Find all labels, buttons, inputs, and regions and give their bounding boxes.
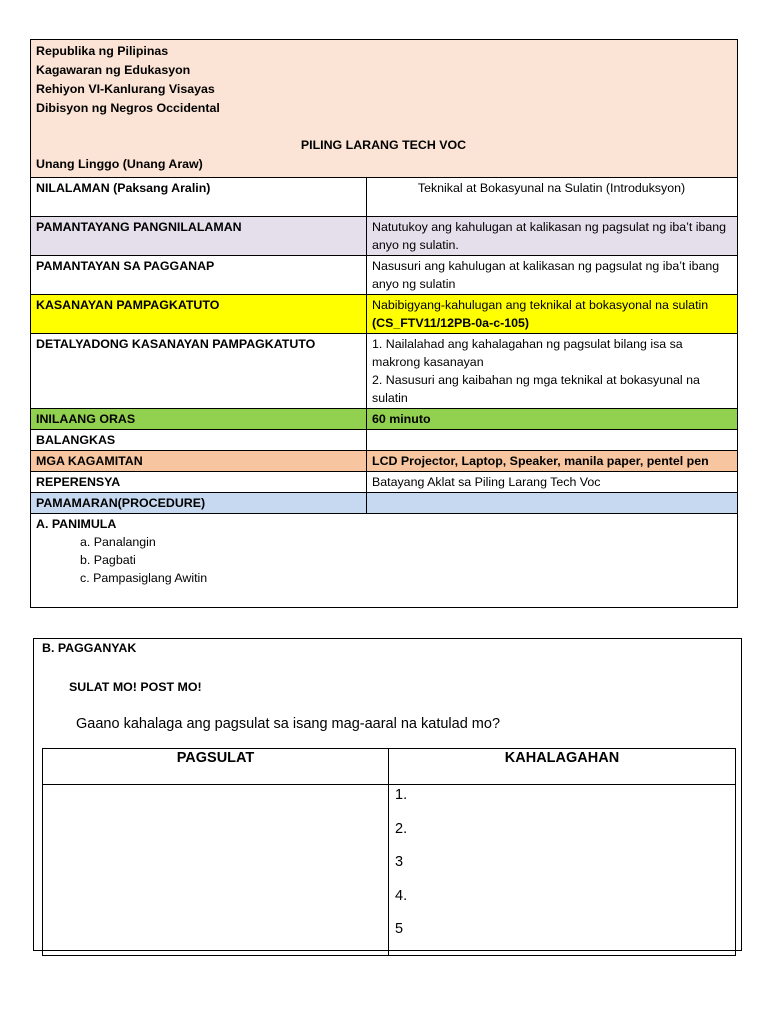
row-balangkas (31, 430, 738, 451)
value-nilalaman: Teknikal at Bokasyunal na Sulatin (Introduksyon) (367, 178, 738, 217)
week-text: Unang Linggo (Unang Araw) (36, 157, 203, 171)
list-number: 2. (395, 820, 408, 837)
detalyado-item-1: 1. Nailalahad ang kahalagahan ng pagsulat bilang isa sa makrong kasanayan (372, 337, 683, 369)
lesson-plan-table (30, 39, 738, 608)
dibisyon-text: Dibisyon ng Negros Occidental (36, 101, 220, 115)
subject-title: PILING LARANG TECH VOC (300, 138, 467, 152)
row-detalyado (31, 334, 738, 409)
label-pagganap: PAMANTAYAN SA PAGGANAP (31, 256, 367, 295)
panimula-item: c. Pampasiglang Awitin (80, 571, 208, 585)
header-row (31, 40, 738, 178)
pagsulat-table-row (43, 785, 736, 956)
kagawaran-text: Kagawaran ng Edukasyon (36, 63, 191, 77)
label-oras: INILAANG ORAS (31, 409, 367, 430)
value-reperensya: Batayang Aklat sa Piling Larang Tech Voc (367, 472, 738, 493)
pagganyak-question: Gaano kahalaga ang pagsulat sa isang mag-aaral na katulad mo? (76, 716, 501, 732)
row-oras (31, 409, 738, 430)
detalyado-item-2: 2. Nasusuri ang kaibahan ng mga teknikal at bokasyunal na sulatin (372, 373, 700, 405)
pagsulat-table-header (43, 749, 736, 785)
label-balangkas: BALANGKAS (31, 430, 367, 451)
label-pamamaran: PAMAMARAN(PROCEDURE) (31, 493, 367, 514)
value-kagamitan: LCD Projector, Laptop, Speaker, manila paper, pentel pen (367, 451, 738, 472)
panimula-item: b. Pagbati (80, 553, 136, 567)
label-kagamitan: MGA KAGAMITAN (31, 451, 367, 472)
lesson-plan (30, 39, 738, 608)
label-reperensya: REPERENSYA (31, 472, 367, 493)
value-detalyado (367, 334, 738, 409)
row-kagamitan (31, 451, 738, 472)
republika-text: Republika ng Pilipinas (36, 44, 169, 58)
pagsulat-table (42, 748, 736, 956)
kahalagahan-answer-cell[interactable] (389, 785, 736, 956)
row-nilalaman (31, 178, 738, 217)
row-pamamaran (31, 493, 738, 514)
value-balangkas (367, 430, 738, 451)
panimula-cell (31, 514, 738, 608)
pagsulat-answer-cell[interactable] (43, 785, 389, 956)
header-cell (31, 40, 738, 178)
pagganyak-title: B. PAGGANYAK (42, 641, 137, 655)
list-number: 1. (395, 787, 408, 803)
row-reperensya (31, 472, 738, 493)
col-kahalagahan-header: KAHALAGAHAN (389, 749, 736, 785)
row-pamantayang (31, 217, 738, 256)
col-pagsulat-header: PAGSULAT (43, 749, 389, 785)
value-pagganap: Nasusuri ang kahulugan at kalikasan ng pagsulat ng iba’t ibang anyo ng sulatin (367, 256, 738, 295)
row-kasanayan (31, 295, 738, 334)
list-number: 5 (395, 921, 404, 937)
panimula-title: A. PANIMULA (36, 517, 117, 531)
value-kasanayan (367, 295, 738, 334)
rehiyon-text: Rehiyon VI-Kanlurang Visayas (36, 82, 215, 96)
label-pamantayang: PAMANTAYANG PANGNILALAMAN (31, 217, 367, 256)
pagganyak-subtitle: SULAT MO! POST MO! (69, 680, 202, 694)
value-pamamaran (367, 493, 738, 514)
label-nilalaman: NILALAMAN (Paksang Aralin) (31, 178, 367, 217)
value-pamantayang: Natutukoy ang kahulugan at kalikasan ng pagsulat ng iba’t ibang anyo ng sulatin. (367, 217, 738, 256)
list-number: 3 (395, 854, 404, 870)
row-panimula (31, 514, 738, 608)
kasanayan-code: (CS_FTV11/12PB-0a-c-105) (372, 316, 530, 330)
list-number: 4. (395, 887, 408, 904)
value-oras: 60 minuto (367, 409, 738, 430)
label-detalyado: DETALYADONG KASANAYAN PAMPAGKATUTO (31, 334, 367, 409)
label-kasanayan: KASANAYAN PAMPAGKATUTO (31, 295, 367, 334)
row-pagganap (31, 256, 738, 295)
kasanayan-text: Nabibigyang-kahulugan ang teknikal at bokasyonal na sulatin (372, 298, 709, 312)
pagganyak-section (33, 638, 742, 951)
panimula-item: a. Panalangin (80, 535, 156, 549)
